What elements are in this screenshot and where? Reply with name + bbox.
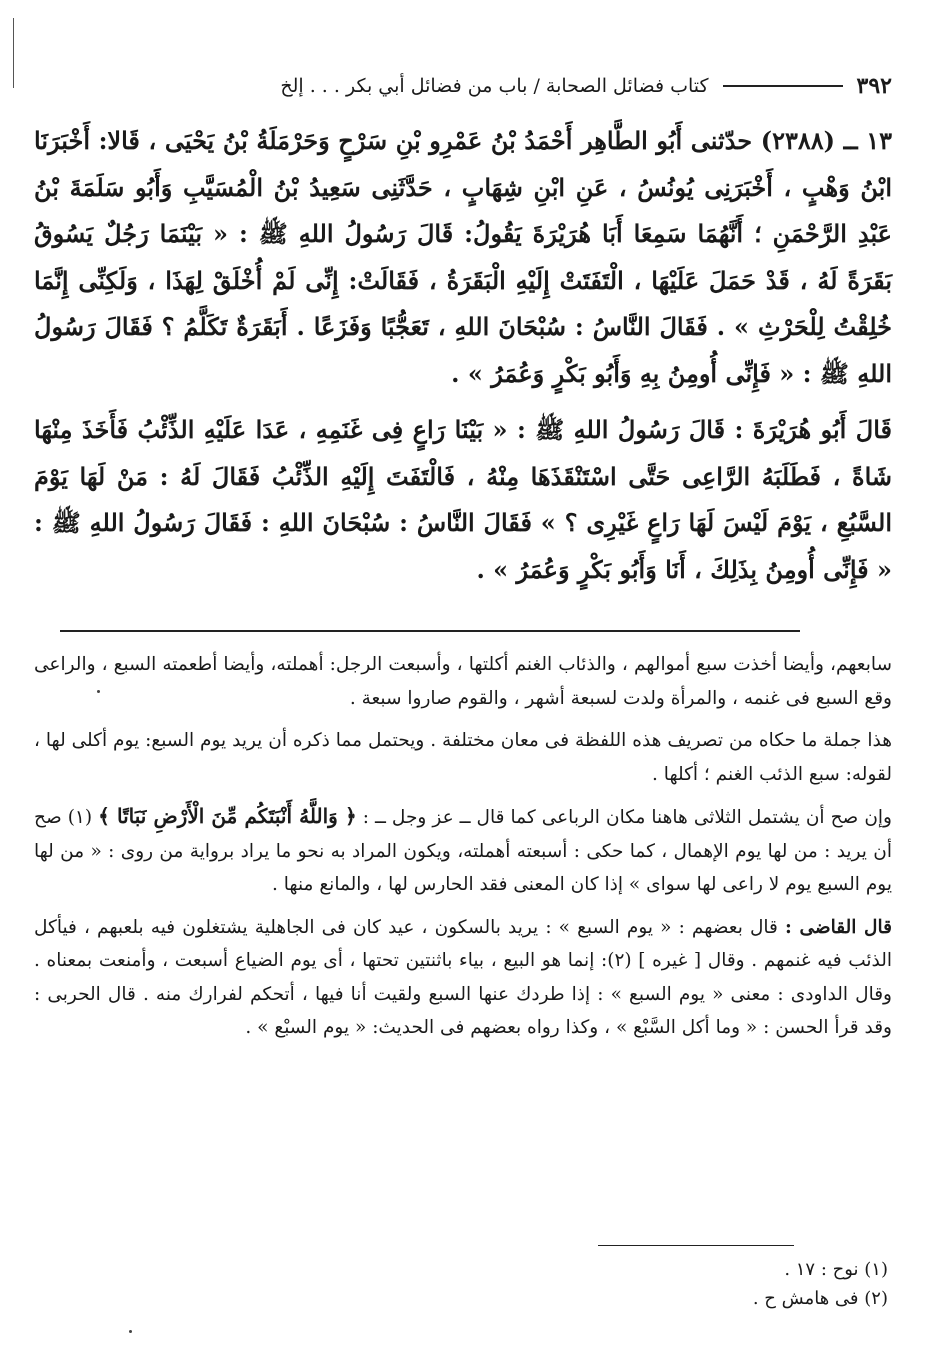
page-header bbox=[28, 66, 892, 106]
quran-verse: ﴿ وَاللَّهُ أَنْبَتَكُم مِّنَ الْأَرْضِ نَبَاتًا ﴾ bbox=[98, 804, 357, 828]
commentary-text: (١) صح أن يريد : من لها يوم الإهمال ، كما حكى : أسبعته أهملته، ويكون المراد به نحو ما يراد برواية من روى : « من لها يوم السبع يوم لا راعى لها سواى » إذا كان المعنى فقد الحارس لها ، والمانع منها . bbox=[34, 807, 892, 895]
section-divider bbox=[60, 630, 800, 632]
hadith-text bbox=[34, 118, 892, 603]
scan-speck bbox=[129, 1330, 132, 1333]
footnotes bbox=[200, 1255, 888, 1313]
commentary-paragraph bbox=[34, 911, 892, 1045]
commentary-text: وإن صح أن يشتمل الثلاثى هاهنا مكان الرباعى كما قال ــ عز وجل ــ : bbox=[362, 807, 892, 828]
footnote: (٢) فى هامش ح . bbox=[752, 1288, 888, 1309]
running-title: كتاب فضائل الصحابة / باب من فضائل أبي بكر . . . إلخ bbox=[280, 75, 709, 97]
footnote: (١) نوح : ١٧ . bbox=[784, 1259, 888, 1280]
speaker-label: قال القاضى : bbox=[785, 916, 892, 938]
commentary-paragraph: هذا جملة ما حكاه من تصريف هذه اللفظة فى معان مختلفة . ويحتمل مما ذكره أن يريد يوم السبع: يوم أكلى لها ، لقوله: سبع الذئب الغنم ؛ أكلها . bbox=[34, 730, 892, 785]
commentary-text: قال بعضهم : « يوم السبع » : يريد بالسكون ، عيد كان فى الجاهلية يشتغلون فيه بلعبهم ، فيأكل الذئب فيه غنمهم . وقال [ غيره ] (٢): إنما هو البيع ، بياء باثنتين تحتها ، أى يوم الضياع أسبعت ، وأمنعت بمعناه . وقال الداودى : معنى « يوم السبع » : إذا طردك عنها السبع ولقيت أنا فيها ، أتحكم لفرارك منه . قال الحربى : وقد قرأ الحسن : « وما أكل السَّبْع » ، وكذا رواه بعضهم فى الحديث: « يوم السبْع » . bbox=[34, 916, 893, 1038]
scan-speck bbox=[97, 690, 100, 693]
margin-line bbox=[13, 18, 14, 88]
commentary-paragraph: سابعهم، وأيضا أخذت سبع أموالهم ، والذئاب الغنم أكلتها ، وأسبعت الرجل: أهملته، وأيضا أطعمته السبع ، والراعى وقع السبع فى غنمه ، والمرأة ولدت لسبعة أشهر ، والقوم صاروا سبعة . bbox=[34, 654, 892, 709]
commentary-paragraph bbox=[34, 800, 892, 902]
footnote-rule bbox=[598, 1245, 794, 1246]
hadith-paragraph: قَالَ أَبُو هُرَيْرَةَ : قَالَ رَسُولُ اللهِ ﷺ : « بَيْنَا رَاعٍ فِى غَنَمِهِ ، عَدَا عَلَيْهِ الذِّئْبُ فَأَخَذَ مِنْهَا شَاةً ، فَطَلَبَهُ الرَّاعِى حَتَّى اسْتَنْقَذَهَا مِنْهُ ، فَالْتَفَتَ إِلَيْهِ الذِّئْبُ فَقَالَ لَهُ : مَنْ لَهَا يَوْمَ السَّبُعِ ، يَوْمَ لَيْسَ لَهَا رَاعٍ غَيْرِى ؟ » فَقَالَ النَّاسُ : سُبْحَانَ اللهِ : فَقَالَ رَسُولُ اللهِ ﷺ : « فَإِنِّى أُومِنُ بِذَلِكَ ، أَنَا وَأَبُو بَكْرٍ وَعُمَرُ » . bbox=[34, 415, 892, 584]
page-number: ٣٩٢ bbox=[856, 73, 892, 99]
header-rule bbox=[723, 85, 843, 87]
commentary bbox=[34, 648, 892, 1054]
hadith-paragraph: ١٣ ــ (٢٣٨٨) حدّثنى أَبُو الطَّاهِر أَحْمَدُ بْنُ عَمْرِو بْنِ سَرْحٍ وَحَرْمَلَةُ بْنُ يَحْيَى ، قَالا: أَخْبَرَنَا ابْنُ وَهْبٍ ، أَخْبَرَنِى يُونُسُ ، عَنِ ابْنِ شِهَابٍ ، حَدَّثَنِى سَعِيدُ بْنُ الْمُسَيَّبِ وَأَبُو سَلَمَةَ بْنُ عَبْدِ الرَّحْمَنِ ؛ أَنَّهُمَا سَمِعَا أَبَا هُرَيْرَةَ يَقُولُ: قَالَ رَسُولُ اللهِ ﷺ : « بَيْنَمَا رَجُلٌ يَسُوقُ بَقَرَةً لَهُ ، قَدْ حَمَلَ عَلَيْهَا ، الْتَفَتَتْ إِلَيْهِ الْبَقَرَةُ ، فَقَالَتْ: إِنِّى لَمْ أُخْلَقْ لِهَذَا ، وَلَكِنِّى إِنَّمَا خُلِقْتُ لِلْحَرْثِ » . فَقَالَ النَّاسُ : سُبْحَانَ اللهِ ، تَعَجُّبًا وَفَزَعًا . أَبَقَرَةٌ تَكَلَّمُ ؟ فَقَالَ رَسُولُ اللهِ ﷺ : « فَإِنِّى أُومِنُ بِهِ وَأَبُو بَكْرٍ وَعُمَرُ » . bbox=[34, 126, 892, 388]
